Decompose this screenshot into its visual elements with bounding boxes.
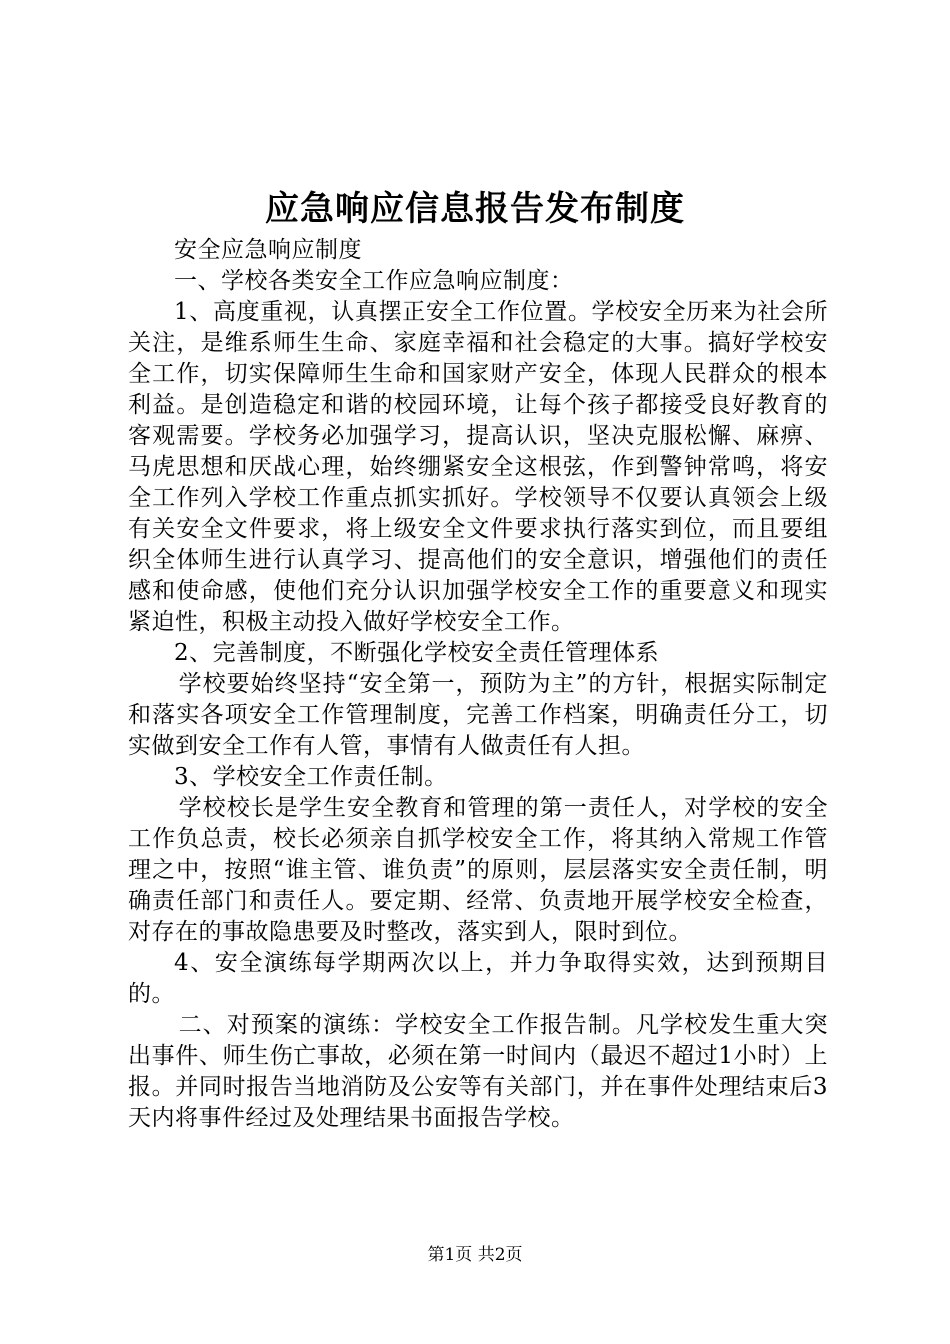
document-body	[128, 235, 828, 1134]
document-title: 应急响应信息报告发布制度	[265, 189, 685, 229]
paragraph-item-3-heading: 3、学校安全工作责任制。	[174, 764, 448, 790]
page-number-footer: 第1页 共2页	[427, 1245, 523, 1265]
paragraph-section-2: 二、对预案的演练：学校安全工作报告制。凡学校发生重大突出事件、师生伤亡事故，必须在第一时间内（最迟不超过1小时）上报。并同时报告当地消防及公安等有关部门，并在事件处理结束后3天内将事件经过及处理结果书面报告学校。	[128, 1012, 828, 1131]
paragraph-section-1-heading: 一、学校各类安全工作应急响应制度：	[174, 268, 574, 294]
paragraph-item-1: 1、高度重视，认真摆正安全工作位置。学校安全历来为社会所关注，是维系师生生命、家庭幸福和社会稳定的大事。搞好学校安全工作，切实保障师生生命和国家财产安全，体现人民群众的根本利益。是创造稳定和谐的校园环境，让每个孩子都接受良好教育的客观需要。学校务必加强学习，提高认识，坚决克服松懈、麻痹、马虎思想和厌战心理，始终绷紧安全这根弦，作到警钟常鸣，将安全工作列入学校工作重点抓实抓好。学校领导不仅要认真领会上级有关安全文件要求，将上级安全文件要求执行落实到位，而且要组织全体师生进行认真学习、提高他们的安全意识，增强他们的责任感和使命感，使他们充分认识加强学校安全工作的重要意义和现实紧迫性，积极主动投入做好学校安全工作。	[128, 299, 828, 635]
paragraph-item-4: 4、安全演练每学期两次以上，并力争取得实效，达到预期目的。	[128, 950, 828, 1007]
paragraph-item-3-body: 学校校长是学生安全教育和管理的第一责任人，对学校的安全工作负总责，校长必须亲自抓学校安全工作，将其纳入常规工作管理之中，按照“谁主管、谁负责”的原则，层层落实安全责任制，明确责任部门和责任人。要定期、经常、负责地开展学校安全检查，对存在的事故隐患要及时整改，落实到人，限时到位。	[128, 795, 828, 945]
paragraph-item-2-body: 学校要始终坚持“安全第一，预防为主”的方针，根据实际制定和落实各项安全工作管理制度，完善工作档案，明确责任分工，切实做到安全工作有人管，事情有人做责任有人担。	[128, 671, 828, 759]
paragraph-subtitle: 安全应急响应制度	[174, 237, 362, 263]
paragraph-item-2-heading: 2、完善制度，不断强化学校安全责任管理体系	[174, 640, 660, 666]
